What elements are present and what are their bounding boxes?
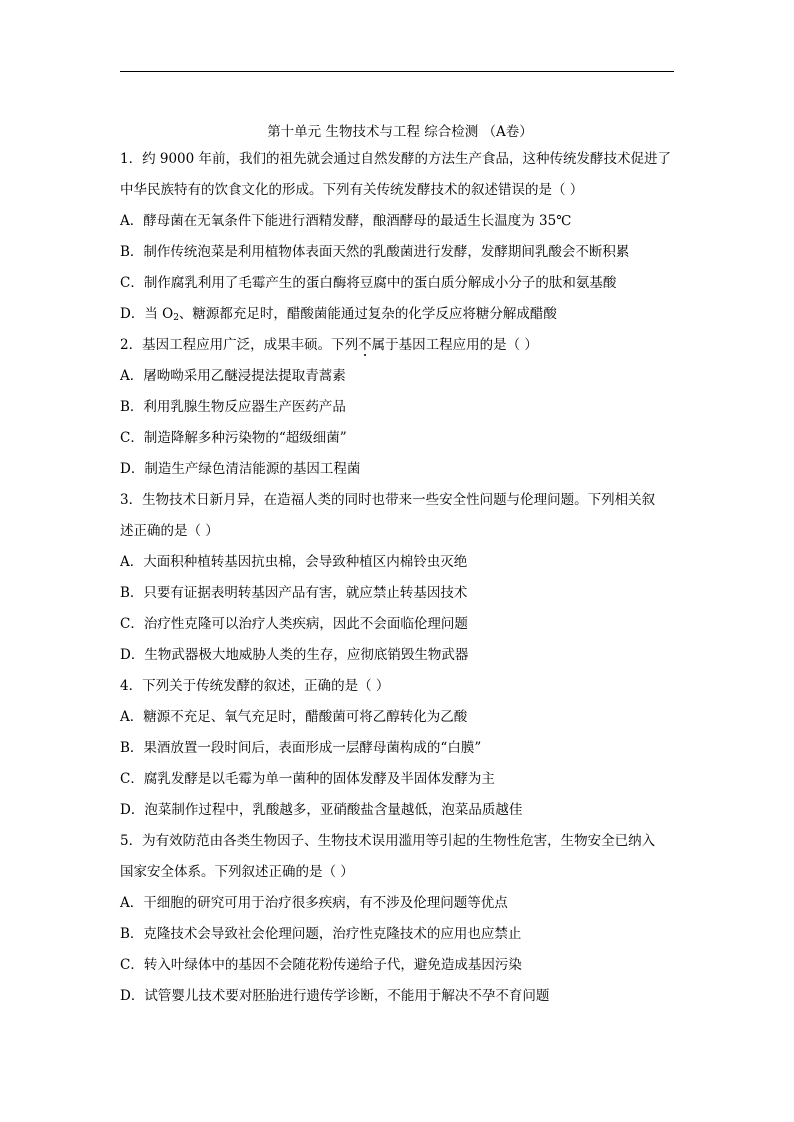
question-2-option-a: A．屠呦呦采用乙醚浸提法提取青蒿素	[120, 368, 346, 384]
question-4-option-c: C．腐乳发酵是以毛霉为单一菌种的固体发酵及半固体发酵为主	[120, 771, 495, 787]
question-5-stem-line-2: 国家安全体系。下列叙述正确的是（ ）	[120, 864, 354, 880]
question-2-option-c: C．制造降解多种污染物的“超级细菌”	[120, 430, 347, 446]
question-1-option-d-suffix: 、糖源都充足时，醋酸菌能通过复杂的化学反应将糖分解成醋酸	[178, 306, 557, 322]
question-1-option-c: C．制作腐乳利用了毛霉产生的蛋白酶将豆腐中的蛋白质分解成小分子的肽和氨基酸	[120, 275, 617, 291]
question-3	[120, 488, 680, 674]
question-5	[120, 829, 680, 1015]
exam-document	[120, 118, 680, 1015]
question-1-option-a: A．酵母菌在无氧条件下能进行酒精发酵，酿酒酵母的最适生长温度为 35℃	[120, 213, 572, 229]
question-1-option-b: B．制作传统泡菜是利用植物体表面天然的乳酸菌进行发酵，发酵期间乳酸会不断积累	[120, 244, 630, 260]
question-3-option-d: D．生物武器极大地威胁人类的生存，应彻底销毁生物武器	[120, 647, 469, 663]
question-2-option-b: B．利用乳腺生物反应器生产医药产品	[120, 399, 346, 415]
question-5-option-c: C．转入叶绿体中的基因不会随花粉传递给子代，避免造成基因污染	[120, 957, 522, 973]
question-1-option-d-prefix: D．当 O	[120, 306, 174, 322]
question-4	[120, 674, 680, 829]
page-title: 第十单元 生物技术与工程 综合检测 （A卷）	[267, 124, 533, 140]
question-1-stem-line-2: 中华民族特有的饮食文化的形成。下列有关传统发酵技术的叙述错误的是（ ）	[120, 182, 584, 198]
question-3-option-a: A．大面积种植转基因抗虫棉，会导致种植区内棉铃虫灭绝	[120, 554, 468, 570]
question-1-option-d	[120, 302, 680, 333]
question-1-stem-line-1: 1．约 9000 年前，我们的祖先就会通过自然发酵的方法生产食品，这种传统发酵技术促进了	[120, 151, 672, 167]
question-4-option-d: D．泡菜制作过程中，乳酸越多，亚硝酸盐含量越低，泡菜品质越佳	[120, 802, 523, 818]
question-3-option-b: B．只要有证据表明转基因产品有害，就应禁止转基因技术	[120, 585, 468, 601]
question-2-stem-pre: 2．基因工程应用广泛，成果丰硕。下列	[120, 337, 359, 353]
question-3-stem-line-2: 述正确的是（ ）	[120, 523, 219, 539]
question-2-option-d: D．制造生产绿色清洁能源的基因工程菌	[120, 461, 361, 477]
question-4-stem: 4．下列关于传统发酵的叙述，正确的是（ ）	[120, 678, 390, 694]
header-rule	[120, 71, 674, 72]
question-2	[120, 333, 680, 488]
question-2-stem	[120, 333, 680, 364]
question-5-stem-line-1: 5．为有效防范由各类生物因子、生物技术误用滥用等引起的生物性危害，生物安全已纳入	[120, 833, 656, 849]
question-5-option-b: B．克隆技术会导致社会伦理问题，治疗性克隆技术的应用也应禁止	[120, 926, 522, 942]
question-5-option-d: D．试管婴儿技术要对胚胎进行遗传学诊断，不能用于解决不孕不育问题	[120, 988, 550, 1004]
question-2-stem-post: 属于基因工程应用的是（ ）	[371, 337, 538, 353]
question-2-emphasis-not: 不	[358, 337, 372, 353]
question-1	[120, 147, 680, 333]
question-3-stem-line-1: 3．生物技术日新月异，在造福人类的同时也带来一些安全性问题与伦理问题。下列相关叙	[120, 492, 656, 508]
question-4-option-a: A．糖源不充足、氧气充足时，醋酸菌可将乙醇转化为乙酸	[120, 709, 468, 725]
question-3-option-c: C．治疗性克隆可以治疗人类疾病，因此不会面临伦理问题	[120, 616, 468, 632]
question-5-option-a: A．干细胞的研究可用于治疗很多疾病，有不涉及伦理问题等优点	[120, 895, 508, 911]
question-1-option-d-subscript: 2	[173, 313, 179, 323]
question-4-option-b: B．果酒放置一段时间后，表面形成一层酵母菌构成的“白膜”	[120, 740, 482, 756]
